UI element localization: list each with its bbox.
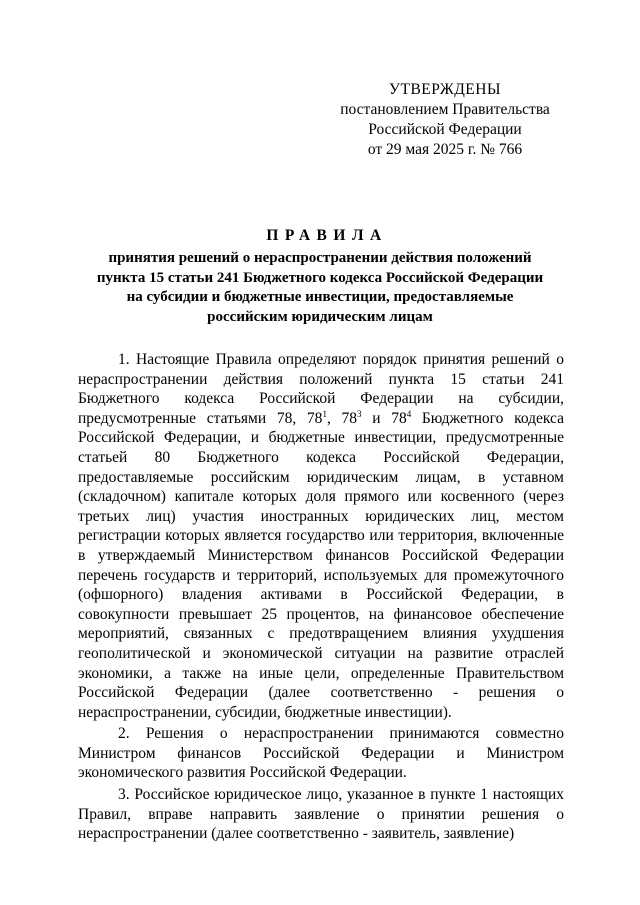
approval-line: Российской Федерации — [368, 121, 522, 138]
subtitle-line: пункта 15 статьи 241 Бюджетного кодекса Российской Федерации — [96, 269, 544, 286]
paragraph-text: и 78 — [361, 409, 407, 427]
paragraph-3: 3. Российское юридическое лицо, указанное в пункте 1 настоящих Правил, вправе направить заявление о принятии решения о нераспространении (далее соответственно - заявитель, заявление) — [78, 786, 564, 843]
document-title: ПРАВИЛА — [266, 227, 388, 244]
paragraph-text: Бюджетного кодекса Российской Федерации, и бюджетные инвестиции, предусмотренные статьей 80 Бюджетного кодекса Российской Федерации, предоставляемые российским юридическим лицам, в уставном (складочном) капитале которых доля прямого или косвенного (через третьих лиц) участия иностранных юридических лиц, местом регистрации которых является государство или территория, включенные в утверждаемый Министерством финансов Российской Федерации перечень государств и территорий, используемых для промежуточного (офшорного) владения активами в Российской Федерации, в совокупности превышает 25 процентов, на финансовое обеспечение мероприятий, связанных с предотвращением влияния ухудшения геополитической и экономической ситуации на развитие отраслей экономики, а также на иные цели, определенные Правительством Российской Федерации (далее соответственно - решения о нераспространении, субсидии, бюджетные инвестиции). — [78, 409, 565, 721]
document-body — [78, 350, 564, 844]
subtitle-line: принятия решений о нераспространении действия положений — [108, 250, 532, 266]
paragraph-text: 1. Настоящие Правила определяют порядок принятия решений о нераспространении действия положений пункта 15 статьи 241 Бюджетного кодекса Российской Федерации на субсидии, предусмотренные статьями 78, 78 — [78, 351, 564, 427]
superscript: 4 — [406, 408, 412, 419]
paragraph-1 — [78, 350, 564, 722]
superscript: 1 — [322, 408, 327, 419]
approval-line: постановлением Правительства — [340, 101, 550, 118]
approval-heading: УТВЕРЖДЕНЫ — [389, 81, 501, 98]
approval-line: от 29 мая 2025 г. № 766 — [367, 141, 523, 158]
subtitle-line: российским юридическим лицам — [207, 308, 433, 325]
subtitle-line: на субсидии и бюджетные инвестиции, предоставляемые — [126, 289, 514, 305]
superscript: 3 — [357, 408, 362, 419]
paragraph-text: , 78 — [326, 409, 358, 427]
document-subtitle — [80, 249, 560, 327]
paragraph-2: 2. Решения о нераспространении принимаются совместно Министром финансов Российской Федерации и Министром экономического развития Российской Федерации. — [78, 725, 564, 782]
approval-block — [340, 80, 550, 160]
